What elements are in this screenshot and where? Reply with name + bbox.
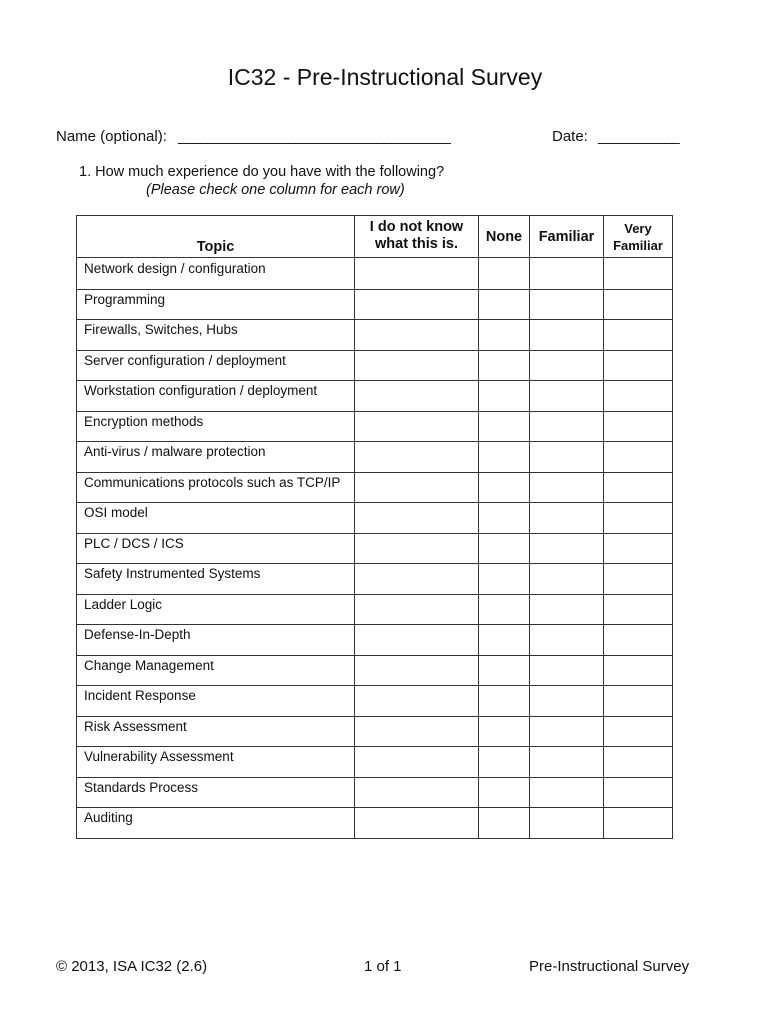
check-cell-familiar[interactable] — [530, 258, 604, 290]
check-cell-very-familiar[interactable] — [604, 442, 673, 473]
check-cell-none[interactable] — [479, 503, 530, 534]
check-cell-none[interactable] — [479, 533, 530, 564]
header-very-familiar-line2: Familiar — [613, 237, 663, 253]
check-cell-very-familiar[interactable] — [604, 472, 673, 503]
table-row — [77, 258, 673, 290]
check-cell-unknown[interactable] — [355, 716, 479, 747]
topic-label: Encryption methods — [77, 411, 355, 442]
check-cell-unknown[interactable] — [355, 442, 479, 473]
check-cell-unknown[interactable] — [355, 625, 479, 656]
check-cell-unknown[interactable] — [355, 258, 479, 290]
check-cell-unknown[interactable] — [355, 381, 479, 412]
check-cell-very-familiar[interactable] — [604, 503, 673, 534]
check-cell-very-familiar[interactable] — [604, 655, 673, 686]
check-cell-familiar[interactable] — [530, 320, 604, 351]
check-cell-unknown[interactable] — [355, 533, 479, 564]
check-cell-familiar[interactable] — [530, 808, 604, 839]
instruction-text: (Please check one column for each row) — [146, 182, 405, 198]
check-cell-familiar[interactable] — [530, 625, 604, 656]
check-cell-very-familiar[interactable] — [604, 686, 673, 717]
check-cell-familiar[interactable] — [530, 564, 604, 595]
table-row — [77, 381, 673, 412]
topic-label: Workstation configuration / deployment — [77, 381, 355, 412]
check-cell-unknown[interactable] — [355, 564, 479, 595]
table-row — [77, 320, 673, 351]
check-cell-very-familiar[interactable] — [604, 381, 673, 412]
check-cell-familiar[interactable] — [530, 716, 604, 747]
topic-label: Safety Instrumented Systems — [77, 564, 355, 595]
check-cell-very-familiar[interactable] — [604, 625, 673, 656]
date-label: Date: — [552, 128, 588, 145]
table-row — [77, 625, 673, 656]
header-unknown-line2: what this is. — [375, 236, 458, 252]
check-cell-unknown[interactable] — [355, 350, 479, 381]
name-label: Name (optional): — [56, 128, 167, 145]
check-cell-unknown[interactable] — [355, 808, 479, 839]
check-cell-none[interactable] — [479, 625, 530, 656]
check-cell-none[interactable] — [479, 808, 530, 839]
check-cell-familiar[interactable] — [530, 503, 604, 534]
check-cell-none[interactable] — [479, 350, 530, 381]
topic-label: Standards Process — [77, 777, 355, 808]
topic-label: Risk Assessment — [77, 716, 355, 747]
check-cell-unknown[interactable] — [355, 777, 479, 808]
topic-label: Incident Response — [77, 686, 355, 717]
topic-label: Server configuration / deployment — [77, 350, 355, 381]
topic-label: Firewalls, Switches, Hubs — [77, 320, 355, 351]
check-cell-none[interactable] — [479, 686, 530, 717]
check-cell-very-familiar[interactable] — [604, 350, 673, 381]
table-row — [77, 747, 673, 778]
check-cell-very-familiar[interactable] — [604, 777, 673, 808]
header-unknown — [355, 216, 479, 258]
check-cell-none[interactable] — [479, 564, 530, 595]
topic-label: OSI model — [77, 503, 355, 534]
topic-label: Anti-virus / malware protection — [77, 442, 355, 473]
check-cell-familiar[interactable] — [530, 350, 604, 381]
check-cell-very-familiar[interactable] — [604, 258, 673, 290]
check-cell-unknown[interactable] — [355, 320, 479, 351]
check-cell-familiar[interactable] — [530, 381, 604, 412]
check-cell-unknown[interactable] — [355, 747, 479, 778]
check-cell-none[interactable] — [479, 381, 530, 412]
check-cell-familiar[interactable] — [530, 747, 604, 778]
table-row — [77, 503, 673, 534]
footer-copyright: © 2013, ISA IC32 (2.6) — [56, 958, 208, 975]
topic-label: Change Management — [77, 655, 355, 686]
table-row — [77, 716, 673, 747]
check-cell-none[interactable] — [479, 472, 530, 503]
survey-table — [76, 215, 673, 839]
name-field[interactable]: _____________________________________ — [178, 128, 450, 145]
topic-label: Programming — [77, 289, 355, 320]
check-cell-none[interactable] — [479, 747, 530, 778]
topic-label: Network design / configuration — [77, 258, 355, 290]
footer-page-number: 1 of 1 — [364, 958, 402, 975]
topic-label: Communications protocols such as TCP/IP — [77, 472, 355, 503]
table-row — [77, 533, 673, 564]
question-text: 1. How much experience do you have with the following? — [79, 164, 445, 180]
check-cell-none[interactable] — [479, 777, 530, 808]
check-cell-none[interactable] — [479, 716, 530, 747]
check-cell-none[interactable] — [479, 258, 530, 290]
table-row — [77, 777, 673, 808]
header-familiar: Familiar — [530, 216, 604, 258]
table-row — [77, 594, 673, 625]
check-cell-very-familiar[interactable] — [604, 411, 673, 442]
check-cell-none[interactable] — [479, 289, 530, 320]
check-cell-very-familiar[interactable] — [604, 747, 673, 778]
check-cell-none[interactable] — [479, 411, 530, 442]
check-cell-very-familiar[interactable] — [604, 716, 673, 747]
table-row — [77, 686, 673, 717]
topic-label: Defense-In-Depth — [77, 625, 355, 656]
check-cell-familiar[interactable] — [530, 533, 604, 564]
table-row — [77, 472, 673, 503]
table-row — [77, 411, 673, 442]
check-cell-very-familiar[interactable] — [604, 808, 673, 839]
header-very-familiar-line1: Very — [624, 220, 652, 236]
header-very-familiar — [604, 216, 673, 258]
check-cell-unknown[interactable] — [355, 472, 479, 503]
table-row — [77, 289, 673, 320]
check-cell-unknown[interactable] — [355, 655, 479, 686]
check-cell-familiar[interactable] — [530, 686, 604, 717]
check-cell-familiar[interactable] — [530, 442, 604, 473]
check-cell-unknown[interactable] — [355, 686, 479, 717]
topic-label: PLC / DCS / ICS — [77, 533, 355, 564]
check-cell-unknown[interactable] — [355, 594, 479, 625]
date-field[interactable]: ___________ — [598, 128, 679, 145]
footer-document-title: Pre-Instructional Survey — [529, 958, 690, 975]
table-row — [77, 442, 673, 473]
check-cell-very-familiar[interactable] — [604, 564, 673, 595]
check-cell-familiar[interactable] — [530, 655, 604, 686]
table-row — [77, 350, 673, 381]
table-row — [77, 808, 673, 839]
check-cell-none[interactable] — [479, 442, 530, 473]
check-cell-unknown[interactable] — [355, 503, 479, 534]
table-header-row — [77, 216, 673, 258]
check-cell-none[interactable] — [479, 594, 530, 625]
check-cell-unknown[interactable] — [355, 411, 479, 442]
check-cell-very-familiar[interactable] — [604, 320, 673, 351]
table-row — [77, 564, 673, 595]
header-none: None — [479, 216, 530, 258]
topic-label: Vulnerability Assessment — [77, 747, 355, 778]
check-cell-very-familiar[interactable] — [604, 594, 673, 625]
check-cell-familiar[interactable] — [530, 411, 604, 442]
topic-label: Auditing — [77, 808, 355, 839]
topic-label: Ladder Logic — [77, 594, 355, 625]
check-cell-familiar[interactable] — [530, 594, 604, 625]
check-cell-familiar[interactable] — [530, 472, 604, 503]
header-topic: Topic — [77, 216, 355, 258]
table-row — [77, 655, 673, 686]
check-cell-none[interactable] — [479, 655, 530, 686]
check-cell-none[interactable] — [479, 320, 530, 351]
header-unknown-line1: I do not know — [369, 219, 464, 235]
check-cell-very-familiar[interactable] — [604, 289, 673, 320]
check-cell-familiar[interactable] — [530, 289, 604, 320]
check-cell-familiar[interactable] — [530, 777, 604, 808]
check-cell-unknown[interactable] — [355, 289, 479, 320]
page-title: IC32 - Pre-Instructional Survey — [227, 64, 543, 90]
check-cell-very-familiar[interactable] — [604, 533, 673, 564]
